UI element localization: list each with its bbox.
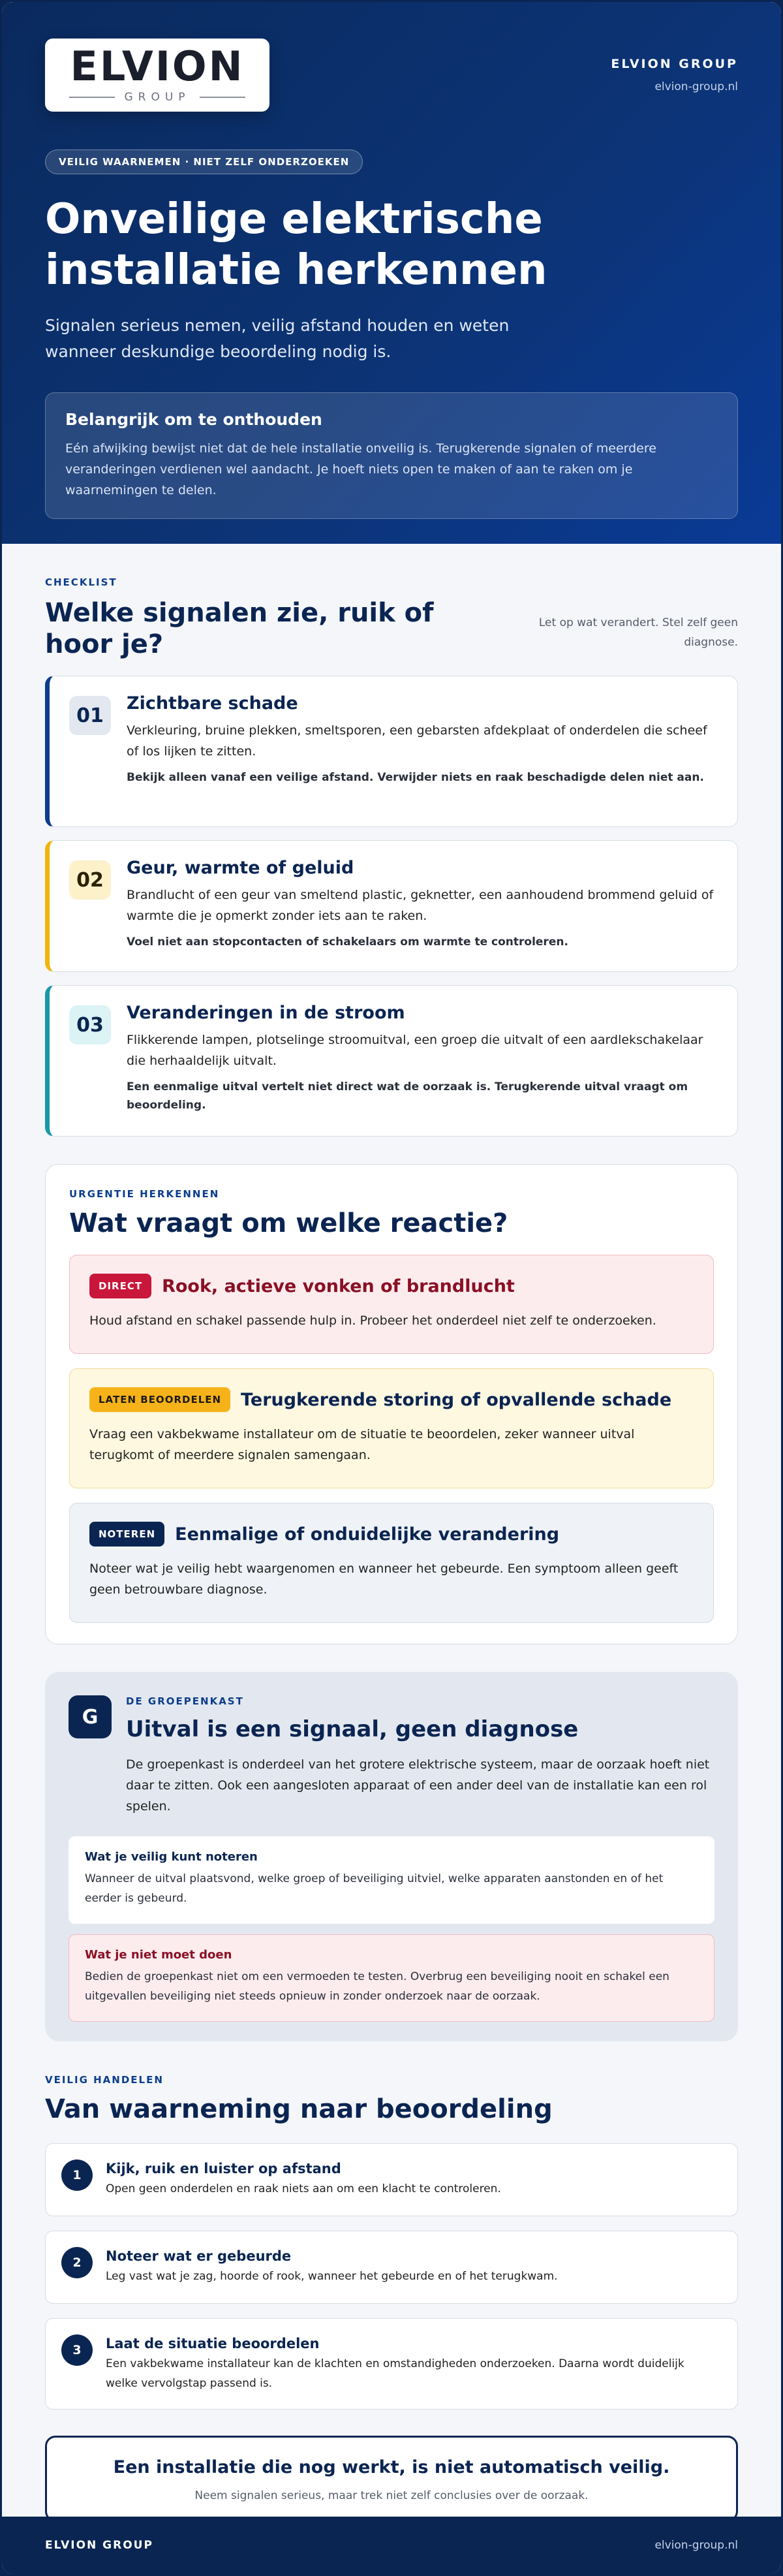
checklist-section (45, 544, 738, 660)
step-title: Kijk, ruik en luister op afstand (106, 2161, 341, 2176)
header-brand (611, 57, 738, 93)
urgency-level-direct (69, 1255, 714, 1354)
hero-section (2, 2, 781, 544)
urgency-level-title: Eenmalige of onduidelijke verandering (175, 1524, 560, 1545)
logo-sub: GROUP (124, 91, 191, 104)
step-text: Leg vast wat je zag, hoorde of rook, wanneer het gebeurde en of het terugkwam. (106, 2270, 558, 2283)
signal-card (45, 840, 738, 972)
step-number: 3 (61, 2334, 93, 2366)
main-content (2, 544, 781, 2522)
urgency-level-title: Rook, actieve vonken of brandlucht (162, 1276, 515, 1296)
callout-text: Eén afwijking bewijst niet dat de hele installatie onveilig is. Terugkerende signalen of meerdere veranderingen verdienen wel aandacht. Je hoeft niets open te maken of aan te raken om je waarnemingen te delen. (65, 441, 656, 497)
steps-section (45, 2041, 738, 2125)
signal-warning: Een eenmalige uitval vertelt niet direct wat de oorzaak is. Terugkerende uitval vraagt om beoordeling. (127, 1080, 688, 1112)
page-title: Onveilige elektrische installatie herkennen (45, 195, 547, 294)
logo-divider-right (200, 97, 245, 98)
steps-eyebrow: VEILIG HANDELEN (45, 2074, 164, 2086)
signal-card (45, 676, 738, 827)
signal-warning: Bekijk alleen vanaf een veilige afstand. Verwijder niets en raak beschadigde delen niet aan. (127, 771, 704, 784)
signal-description: Flikkerende lampen, plotselinge stroomuitval, een groep die uitvalt of een aardlekschakelaar die herhaaldelijk uitvalt. (127, 1033, 703, 1068)
step-list (45, 2143, 738, 2410)
signal-card (45, 985, 738, 1137)
logo (45, 39, 269, 112)
checklist-note: Let op wat verandert. Stel zelf geen diagnose. (538, 616, 738, 649)
step-number: 1 (61, 2160, 93, 2191)
urgency-level-text: Vraag een vakbekwame installateur om de situatie te beoordelen, zeker wanneer uitval terugkomt of meerdere signalen samengaan. (89, 1427, 635, 1462)
urgency-level-text: Noteer wat je veilig hebt waargenomen en wanneer het gebeurde. Een symptoom alleen geeft geen betrouwbare diagnose. (89, 1562, 679, 1597)
step-item (45, 2143, 738, 2216)
urgency-level-text: Houd afstand en schakel passende hulp in. Probeer het onderdeel niet zelf te onderzoeken. (89, 1313, 656, 1328)
distribution-board-section (45, 1672, 738, 2041)
do-not-title: Wat je niet moet doen (85, 1948, 232, 1962)
header-brand-url[interactable]: elvion-group.nl (654, 80, 738, 93)
closing-text: Neem signalen serieus, maar trek niet zelf conclusies over de oorzaak. (194, 2489, 589, 2502)
steps-title: Van waarneming naar beoordeling (45, 2094, 553, 2124)
signal-warning: Voel niet aan stopcontacten of schakelaars om warmte te controleren. (127, 935, 568, 949)
can-note-title: Wat je veilig kunt noteren (85, 1850, 258, 1864)
footer-brand: ELVION GROUP (45, 2539, 153, 2552)
signal-number-badge: 01 (69, 696, 111, 735)
urgency-section (45, 1164, 738, 1644)
signal-number-badge: 02 (69, 860, 111, 900)
step-item (45, 2318, 738, 2410)
can-note-text: Wanneer de uitval plaatsvond, welke groep of beveiliging uitviel, welke apparaten aanstonden en of het eerder is gebeurd. (85, 1872, 664, 1905)
signal-description: Brandlucht of een geur van smeltend plastic, geknetter, een aanhoudend brommend geluid of warmte die je opmerkt zonder iets aan te raken. (127, 888, 714, 923)
hero-subtitle: Signalen serieus nemen, veilig afstand houden en weten wanneer deskundige beoordeling nodig is. (45, 316, 510, 361)
signal-title: Zichtbare schade (127, 693, 298, 714)
header-brand-name: ELVION GROUP (611, 57, 738, 71)
footer-url[interactable]: elvion-group.nl (654, 2539, 738, 2552)
signal-number-badge: 03 (69, 1005, 111, 1045)
urgency-tag: NOTEREN (89, 1522, 164, 1547)
group-eyebrow: DE GROEPENKAST (126, 1695, 244, 1707)
step-text: Open geen onderdelen en raak niets aan om een klacht te controleren. (106, 2182, 501, 2195)
signal-description: Verkleuring, bruine plekken, smeltsporen, een gebarsten afdekplaat of onderdelen die scheef of los lijken te zitten. (127, 723, 707, 759)
urgency-tag: DIRECT (89, 1274, 151, 1298)
urgency-level-title: Terugkerende storing of opvallende schade (241, 1389, 672, 1410)
step-number: 2 (61, 2247, 93, 2278)
can-note-box (69, 1836, 714, 1924)
closing-title: Een installatie die nog werkt, is niet automatisch veilig. (113, 2457, 670, 2477)
callout-title: Belangrijk om te onthouden (65, 410, 322, 429)
signal-title: Geur, warmte of geluid (127, 858, 354, 878)
group-text: De groepenkast is onderdeel van het grotere elektrische systeem, maar de oorzaak hoeft niet daar te zitten. Ook een aangesloten apparaat of een ander deel van de installatie kan een rol spelen. (126, 1757, 710, 1814)
urgency-title: Wat vraagt om welke reactie? (69, 1208, 508, 1238)
closing-statement (45, 2436, 738, 2522)
do-not-box (69, 1934, 714, 2022)
checklist-eyebrow: CHECKLIST (45, 576, 117, 588)
hero-pill: VEILIG WAARNEMEN · NIET ZELF ONDERZOEKEN (45, 149, 363, 174)
group-badge: G (69, 1695, 112, 1738)
urgency-tag: LATEN BEOORDELEN (89, 1387, 230, 1412)
group-title: Uitval is een signaal, geen diagnose (126, 1716, 579, 1742)
important-callout (45, 392, 738, 519)
footer (2, 2517, 781, 2574)
step-title: Laat de situatie beoordelen (106, 2336, 320, 2351)
signal-title: Veranderingen in de stroom (127, 1003, 405, 1023)
checklist-title: Welke signalen zie, ruik of hoor je? (45, 598, 434, 659)
urgency-level-assess (69, 1368, 714, 1488)
step-text: Een vakbekwame installateur kan de klachten en omstandigheden onderzoeken. Daarna wordt duidelijk welke vervolgstap passend is. (106, 2357, 684, 2390)
logo-divider-left (69, 97, 115, 98)
signal-list (45, 676, 738, 1137)
step-title: Noteer wat er gebeurde (106, 2248, 292, 2264)
urgency-level-note (69, 1503, 714, 1623)
logo-main: ELVION (70, 42, 245, 90)
urgency-eyebrow: URGENTIE HERKENNEN (69, 1188, 220, 1200)
do-not-text: Bedien de groepenkast niet om een vermoeden te testen. Overbrug een beveiliging nooit en schakel een uitgevallen beveiliging niet steeds opnieuw in zonder onderzoek naar de oorzaak. (85, 1970, 669, 2003)
step-item (45, 2231, 738, 2304)
